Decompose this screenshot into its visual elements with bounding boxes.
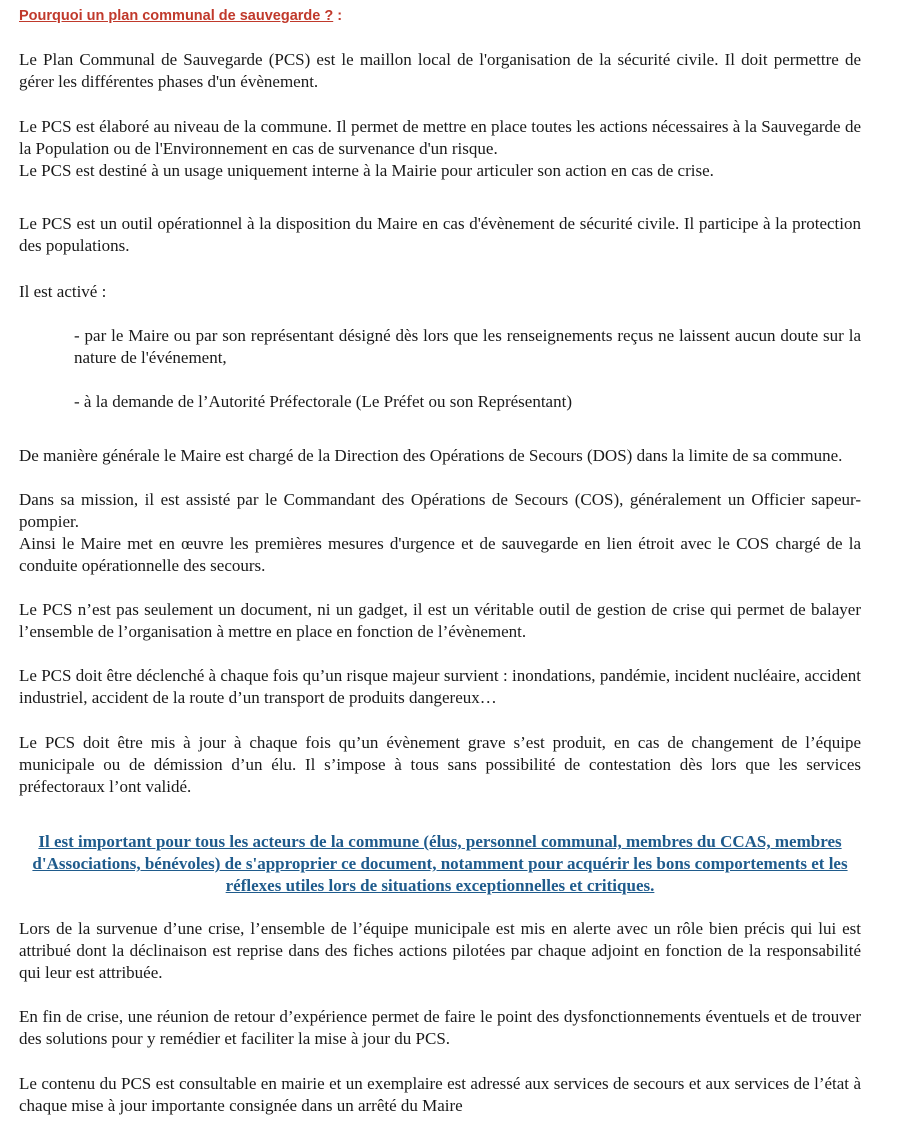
paragraph-crisis-alert: Lors de la survenue d’une crise, l’ensemble de l’équipe municipale est mis en alerte avec un rôle bien précis qui lui est attribué dont la déclinaison est reprise dans des fiches actions pilotées par chaque adjoint en fonction de la responsabilité qui leur est attribuée.: [19, 919, 861, 982]
list-item-activation-prefect: - à la demande de l’Autorité Préfectorale (Le Préfet ou son Représentant): [74, 392, 572, 411]
paragraph-pcs-internal-use: Le PCS est destiné à un usage uniquement interne à la Mairie pour articuler son action en cas de crise.: [19, 161, 714, 180]
paragraph-consultation: Le contenu du PCS est consultable en mairie et un exemplaire est adressé aux services de secours et aux services de l’état à chaque mise à jour importante consignée dans un arrêté du Maire: [19, 1074, 861, 1115]
section-title: [19, 7, 342, 25]
paragraph-dos: De manière générale le Maire est chargé de la Direction des Opérations de Secours (DOS) dans la limite de sa commune.: [19, 446, 843, 465]
paragraph-feedback: En fin de crise, une réunion de retour d’expérience permet de faire le point des dysfonctionnements éventuels et de trouver des solutions pour y remédier et faciliter la mise à jour du PCS.: [19, 1007, 861, 1048]
paragraph-pcs-operational-tool: Le PCS est un outil opérationnel à la disposition du Maire en cas d'évènement de sécurité civile. Il participe à la protection des populations.: [19, 214, 861, 255]
important-callout: Il est important pour tous les acteurs de la commune (élus, personnel communal, membres du CCAS, membres d'Associations, bénévoles) de s'approprier ce document, notamment pour acquérir les bons comportements et les réflexes utiles lors de situations exceptionnelles et critiques.: [32, 832, 848, 895]
paragraph-update: Le PCS doit être mis à jour à chaque fois qu’un évènement grave s’est produit, en cas de changement de l’équipe municipale ou de démission d’un élu. Il s’impose à tous sans possibilité de contestation dès lors que les services préfectoraux l’ont validé.: [19, 733, 861, 796]
section-title-colon: :: [333, 8, 343, 24]
paragraph-crisis-tool: Le PCS n’est pas seulement un document, ni un gadget, il est un véritable outil de gestion de crise qui permet de balayer l’ensemble de l’organisation à mettre en place en fonction de l’évènement.: [19, 600, 861, 641]
paragraph-cos: Dans sa mission, il est assisté par le Commandant des Opérations de Secours (COS), généralement un Officier sapeur- pompier.: [19, 490, 861, 531]
paragraph-pcs-definition: Le Plan Communal de Sauvegarde (PCS) est le maillon local de l'organisation de la sécurité civile. Il doit permettre de gérer les différentes phases d'un évènement.: [19, 50, 861, 91]
paragraph-trigger: Le PCS doit être déclenché à chaque fois qu’un risque majeur survient : inondations, pandémie, incident nucléaire, accident industriel, accident de la route d’un transport de produits dangereux…: [19, 666, 861, 707]
section-title-text: Pourquoi un plan communal de sauvegarde ?: [19, 8, 334, 24]
paragraph-first-measures: Ainsi le Maire met en œuvre les premières mesures d'urgence et de sauvegarde en lien étroit avec le COS chargé de la conduite opérationnelle des secours.: [19, 534, 861, 575]
paragraph-pcs-elaboration: Le PCS est élaboré au niveau de la commune. Il permet de mettre en place toutes les actions nécessaires à la Sauvegarde de la Population ou de l'Environnement en cas de survenance d'un risque.: [19, 117, 861, 158]
paragraph-activation-intro: Il est activé :: [19, 282, 107, 301]
list-item-activation-mayor: - par le Maire ou par son représentant désigné dès lors que les renseignements reçus ne laissent aucun doute sur la nature de l'événement,: [74, 326, 861, 367]
